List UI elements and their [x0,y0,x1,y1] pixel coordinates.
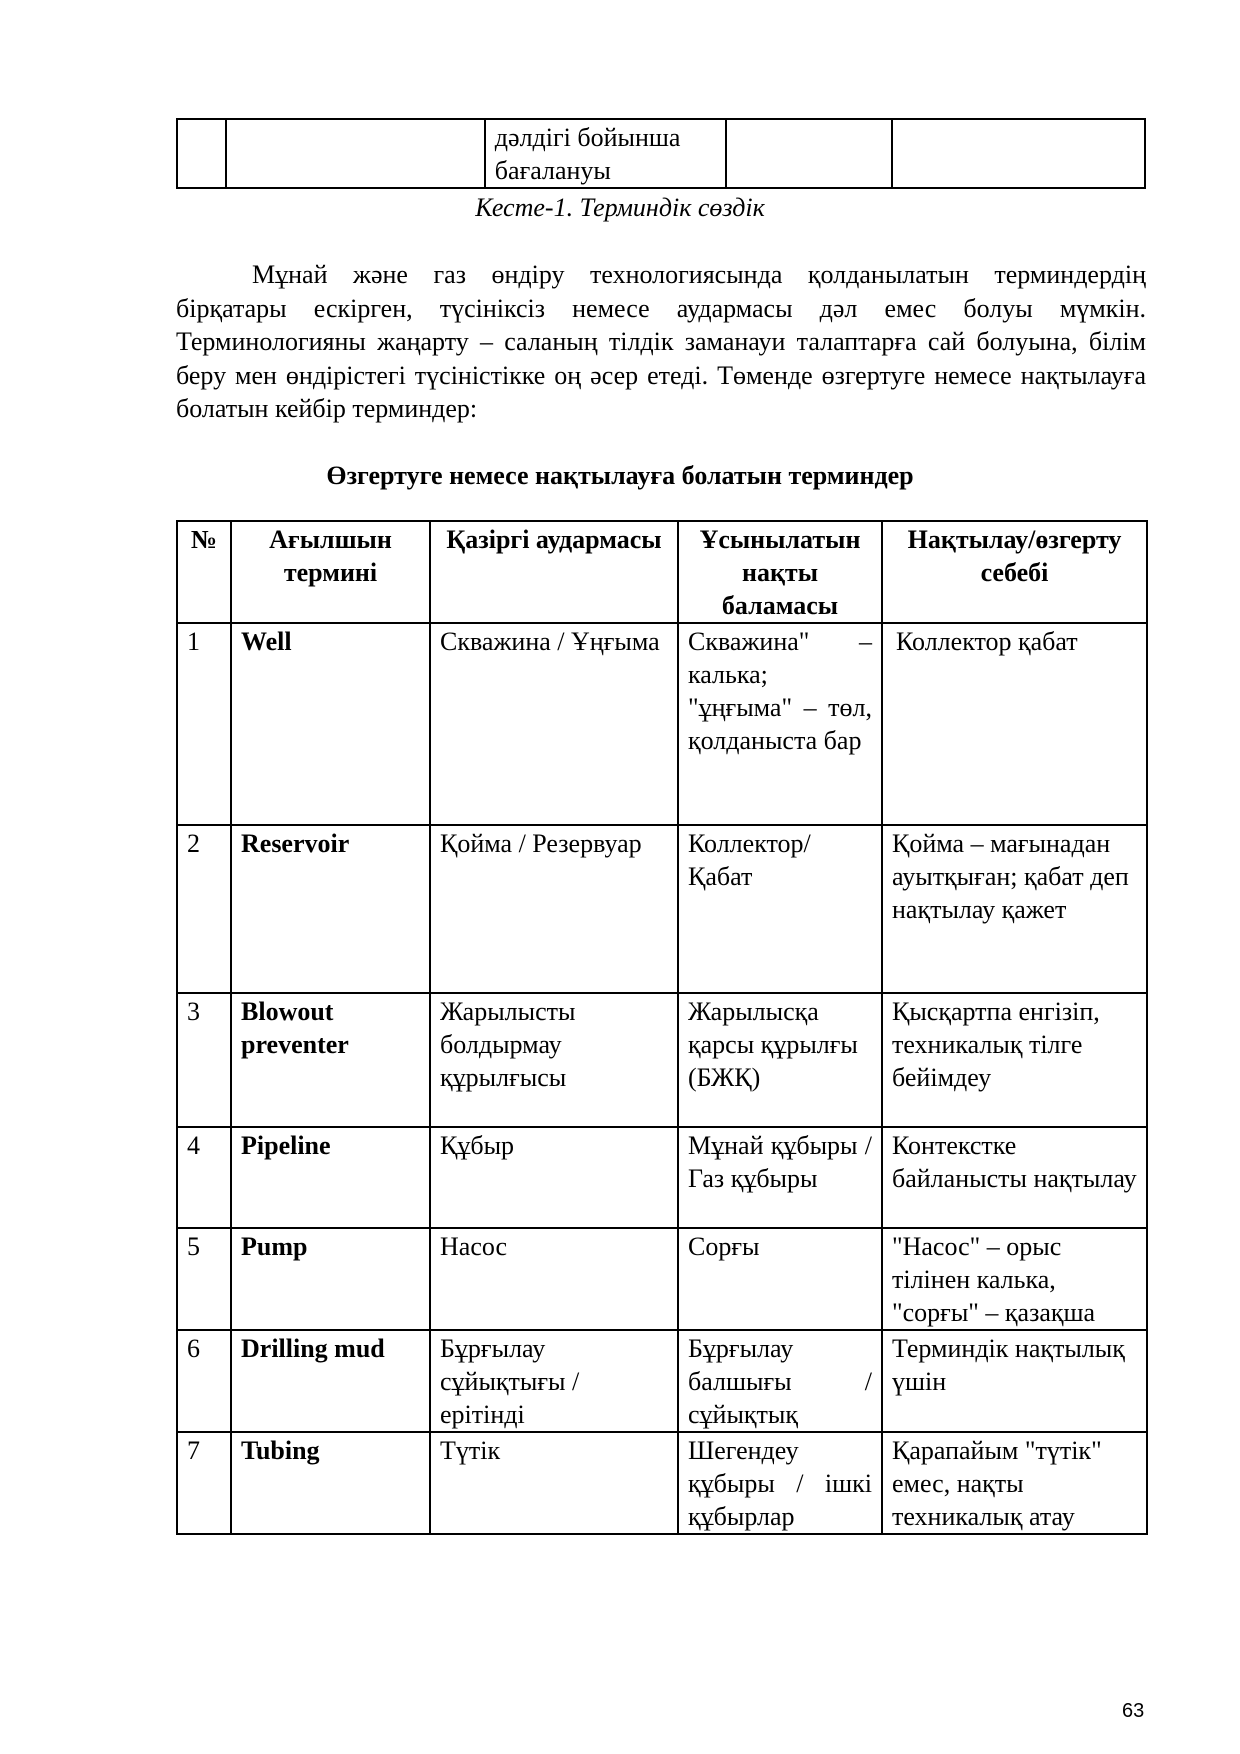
english-term: Tubing [231,1432,430,1534]
table-row [177,1432,1147,1534]
proposed-equivalent: Жарылысқа қарсы құрылғы (БЖҚ) [678,993,882,1127]
table-caption: Кесте-1. Терминдік сөздік [475,193,765,222]
table-cell [226,119,485,188]
current-translation: Жарылысты болдырмау құрылғысы [430,993,678,1127]
reason: Терминдік нақтылық үшін [882,1330,1147,1432]
current-translation: Құбыр [430,1127,678,1228]
table-row [177,1330,1147,1432]
proposed-equivalent: Бұрғылау балшығы / сұйықтық [678,1330,882,1432]
row-number: 2 [177,825,231,993]
reason: Қысқартпа енгізіп, техникалық тілге бейімдеу [882,993,1147,1127]
proposed-equivalent: Сорғы [678,1228,882,1330]
header-current-translation: Қазіргі аудармасы [430,521,678,623]
table-cell: дәлдігі бойынша бағалануы [485,119,726,188]
reason: Контекстке байланысты нақтылау [882,1127,1147,1228]
table-cell [892,119,1145,188]
row-number: 1 [177,623,231,825]
table-header-row [177,521,1147,623]
current-translation: Насос [430,1228,678,1330]
header-proposed-equivalent: Ұсынылатын нақты баламасы [678,521,882,623]
table-row [177,1228,1147,1330]
table-row [177,993,1147,1127]
english-term: Drilling mud [231,1330,430,1432]
body-paragraph: Мұнай және газ өндіру технологиясында қолданылатын терминдердің бірқатары ескірген, түсініксіз немесе аудармасы дәл емес болуы мүмкін. Терминологияны жаңарту – саланың тілдік заманауи талаптарға сай болуына, білім беру мен өндірістегі түсіністікке оң әсер етеді. Төменде өзгертуге немесе нақтылауға болатын кейбір терминдер: [176,260,1146,424]
table-cell [726,119,892,188]
english-term: Well [231,623,430,825]
table-cell [177,119,226,188]
table-row [177,119,1145,188]
reason: Коллектор қабат [882,623,1147,825]
proposed-equivalent: Скважина" – калька; "ұңғыма" – төл, қолданыста бар [678,623,882,825]
section-heading: Өзгертуге немесе нақтылауға болатын терминдер [326,461,914,490]
current-translation: Түтік [430,1432,678,1534]
english-term: Reservoir [231,825,430,993]
table-row [177,623,1147,825]
terms-table [176,520,1148,1535]
row-number: 4 [177,1127,231,1228]
table-row [177,1127,1147,1228]
header-number: № [177,521,231,623]
row-number: 3 [177,993,231,1127]
row-number: 6 [177,1330,231,1432]
current-translation: Бұрғылау сұйықтығы / ерітінді [430,1330,678,1432]
proposed-equivalent: Шегендеу құбыры / ішкі құбырлар [678,1432,882,1534]
reason: "Насос" – орыс тілінен калька, "сорғы" – қазақша [882,1228,1147,1330]
english-term: Blowout preventer [231,993,430,1127]
header-reason: Нақтылау/өзгерту себебі [882,521,1147,623]
header-english-term: Ағылшын термині [231,521,430,623]
current-translation: Қойма / Резервуар [430,825,678,993]
row-number: 7 [177,1432,231,1534]
continued-table-row [176,118,1146,189]
english-term: Pump [231,1228,430,1330]
current-translation: Скважина / Ұңғыма [430,623,678,825]
table-row [177,825,1147,993]
reason: Қарапайым "түтік" емес, нақты техникалық атау [882,1432,1147,1534]
proposed-equivalent: Мұнай құбыры / Газ құбыры [678,1127,882,1228]
english-term: Pipeline [231,1127,430,1228]
reason: Қойма – мағынадан ауытқыған; қабат деп нақтылау қажет [882,825,1147,993]
row-number: 5 [177,1228,231,1330]
proposed-equivalent: Коллектор/ Қабат [678,825,882,993]
page-number: 63 [1122,1700,1145,1722]
